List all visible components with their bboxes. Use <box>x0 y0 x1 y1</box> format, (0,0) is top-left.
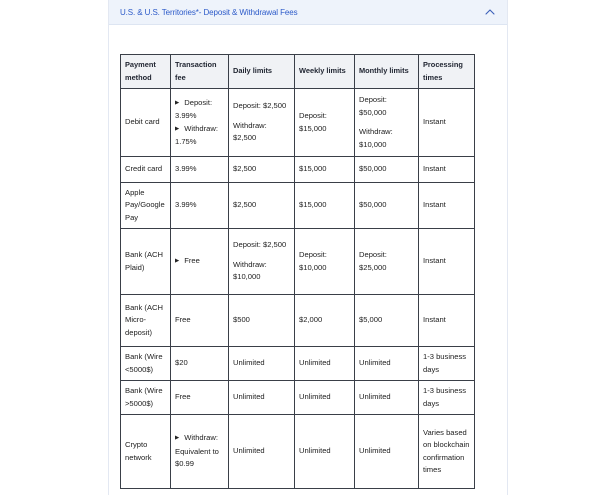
daily-cell: Unlimited <box>229 415 295 489</box>
processing-cell: 1-3 business days <box>419 347 475 381</box>
processing-cell: Instant <box>419 89 475 157</box>
table-row <box>121 347 475 381</box>
column-header: Transaction fee <box>171 55 229 89</box>
weekly-cell: Unlimited <box>295 347 355 381</box>
processing-cell: Instant <box>419 295 475 347</box>
weekly-cell: Unlimited <box>295 415 355 489</box>
daily-withdraw: Withdraw: $2,500 <box>233 120 267 143</box>
table-row <box>121 415 475 489</box>
processing-cell: Instant <box>419 229 475 295</box>
weekly-cell: $15,000 <box>295 157 355 183</box>
method-cell: Debit card <box>121 89 171 157</box>
processing-cell: 1-3 business days <box>419 381 475 415</box>
column-header: Daily limits <box>229 55 295 89</box>
fee-cell <box>171 89 229 157</box>
monthly-withdraw: Withdraw: $10,000 <box>359 127 393 149</box>
accordion-title: U.S. & U.S. Territories*- Deposit & Withdrawal Fees <box>120 7 298 17</box>
daily-cell: Unlimited <box>229 381 295 415</box>
processing-cell: Instant <box>419 183 475 229</box>
table-row <box>121 295 475 347</box>
monthly-cell: Unlimited <box>355 347 419 381</box>
weekly-cell: $15,000 <box>295 183 355 229</box>
method-cell: Bank (Wire >5000$) <box>121 381 171 415</box>
fee-cell: $20 <box>171 347 229 381</box>
table-row <box>121 229 475 295</box>
monthly-cell: $50,000 <box>355 157 419 183</box>
method-cell: Bank (ACH Plaid) <box>121 229 171 295</box>
weekly-cell: Deposit: $10,000 <box>295 229 355 295</box>
fee-cell: Free <box>171 381 229 415</box>
fee-cell: 3.99% <box>171 157 229 183</box>
fee-cell <box>171 229 229 295</box>
fee-withdraw: ▶ Withdraw: Equivalent to $0.99 <box>175 432 224 471</box>
daily-withdraw: Withdraw: $10,000 <box>233 259 267 282</box>
weekly-cell: Deposit: $15,000 <box>295 89 355 157</box>
daily-cell <box>229 89 295 157</box>
fees-panel <box>108 0 508 495</box>
method-cell: Bank (Wire <5000$) <box>121 347 171 381</box>
column-header: Payment method <box>121 55 171 89</box>
column-header: Processing times <box>419 55 475 89</box>
monthly-cell: Unlimited <box>355 415 419 489</box>
daily-deposit: Deposit: $2,500 <box>233 240 287 250</box>
method-cell: Credit card <box>121 157 171 183</box>
fee-free: ▶ Free <box>175 255 224 269</box>
method-cell: Crypto network <box>121 415 171 489</box>
method-cell: Bank (ACH Micro-deposit) <box>121 295 171 347</box>
table-row <box>121 183 475 229</box>
daily-cell <box>229 229 295 295</box>
monthly-cell: Deposit: $25,000 <box>355 229 419 295</box>
monthly-cell: Unlimited <box>355 381 419 415</box>
fees-table-wrapper <box>120 54 475 489</box>
fee-withdraw: ▶ Withdraw: 1.75% <box>175 123 224 149</box>
table-row <box>121 89 475 157</box>
chevron-up-icon[interactable] <box>484 6 496 18</box>
table-row <box>121 381 475 415</box>
column-header: Weekly limits <box>295 55 355 89</box>
monthly-cell <box>355 89 419 157</box>
fees-table <box>120 54 475 489</box>
fee-cell: Free <box>171 295 229 347</box>
method-cell: Apple Pay/Google Pay <box>121 183 171 229</box>
monthly-deposit: Deposit: $50,000 <box>359 95 387 117</box>
column-header: Monthly limits <box>355 55 419 89</box>
daily-cell: Unlimited <box>229 347 295 381</box>
monthly-cell: $50,000 <box>355 183 419 229</box>
table-row <box>121 157 475 183</box>
daily-cell: $2,500 <box>229 183 295 229</box>
processing-cell: Instant <box>419 157 475 183</box>
processing-cell: Varies based on blockchain confirmation times <box>419 415 475 489</box>
daily-cell: $500 <box>229 295 295 347</box>
fee-cell <box>171 415 229 489</box>
accordion-header[interactable] <box>109 0 507 25</box>
weekly-cell: $2,000 <box>295 295 355 347</box>
fee-cell: 3.99% <box>171 183 229 229</box>
monthly-cell: $5,000 <box>355 295 419 347</box>
weekly-cell: Unlimited <box>295 381 355 415</box>
daily-deposit: Deposit: $2,500 <box>233 101 287 111</box>
table-header-row <box>121 55 475 89</box>
fee-deposit: ▶ Deposit: 3.99% <box>175 97 224 123</box>
daily-cell: $2,500 <box>229 157 295 183</box>
